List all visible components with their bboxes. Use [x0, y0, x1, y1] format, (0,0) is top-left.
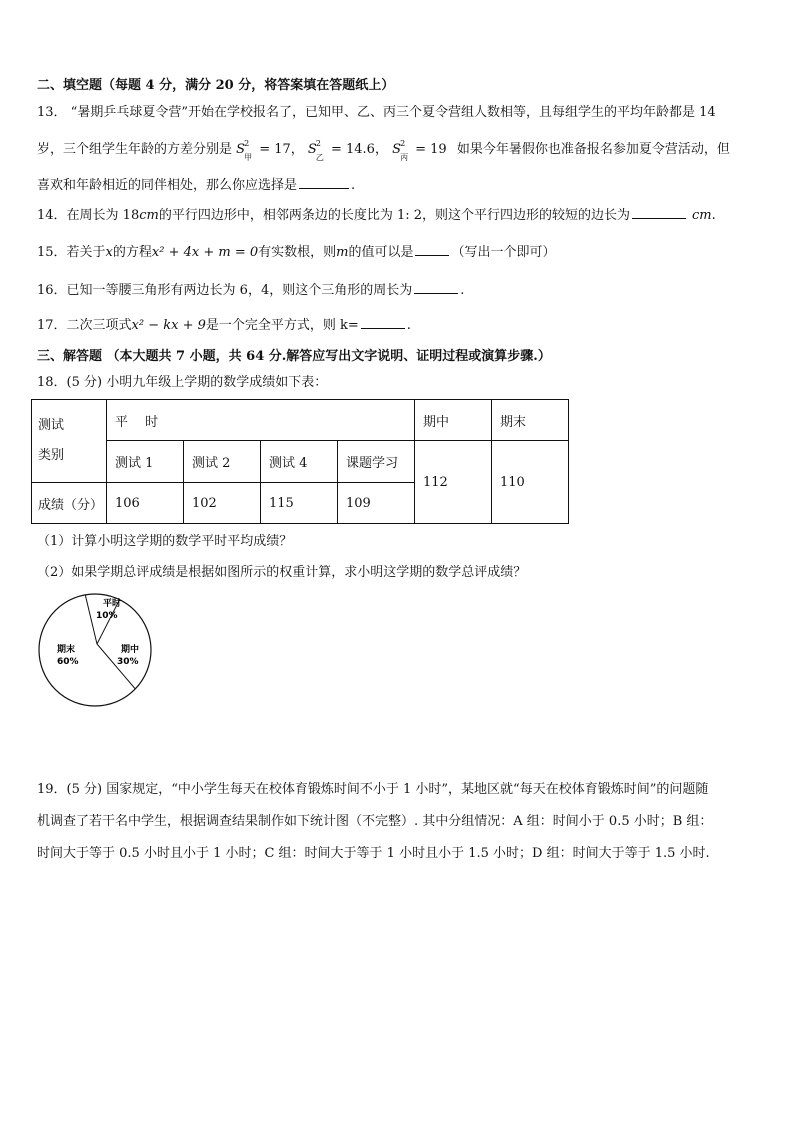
variance-yi: S 2 乙	[307, 139, 324, 162]
question-13-line-1: 13． “暑期乒乓球夏令营”开始在学校报名了，已知甲、乙、丙三个夏令营组人数相等，且每组学生的平均年龄都是 14	[37, 105, 716, 120]
question-17: 17．二次三项式x² − kx + 9是一个完全平方式，则 k= .	[37, 318, 411, 333]
slice-label-pingshi: 平时	[103, 599, 122, 609]
final-score-cell: 110	[492, 441, 569, 524]
variance-bing-value: = 19	[415, 142, 447, 157]
score-cell: 102	[184, 483, 261, 524]
score-cell: 109	[338, 483, 415, 524]
q13-text: 岁，三个组学生年龄的方差分别是	[37, 142, 233, 157]
question-19-line-2: 机调查了若干名中学生，根据调查结果制作如下统计图（不完整）. 其中分组情况：A 组：时间小于 0.5 小时；B 组：	[37, 814, 713, 829]
score-table	[31, 399, 569, 524]
question-15: 15．若关于x的方程x² + 4x + m = 0有实数根，则m的值可以是 （写出一个即可）	[37, 245, 556, 260]
section-2-heading: 二、填空题（每题 4 分，满分 20 分，将答案填在答题纸上）	[37, 78, 395, 93]
equation-15: x² + 4x + m = 0	[151, 245, 259, 260]
answer-blank-13[interactable]	[299, 176, 349, 189]
score-label-cell: 成绩（分）	[32, 483, 107, 524]
score-cell: 115	[261, 483, 338, 524]
variance-bing: S 2 丙	[392, 139, 409, 162]
section-3-heading: 三、解答题 （本大题共 7 小题，共 64 分.解答应写出文字说明、证明过程或演算步骤.）	[37, 349, 551, 364]
weight-pie-chart	[37, 590, 157, 714]
question-18-part-1: （1）计算小明这学期的数学平时平均成绩？	[37, 534, 293, 549]
variance-yi-value: = 14.6	[330, 142, 375, 157]
answer-blank-15[interactable]	[415, 243, 449, 256]
answer-blank-17[interactable]	[361, 316, 405, 329]
question-13-line-2: 岁，三个组学生年龄的方差分别是 S 2 甲 = 17， S 2 乙 = 14.6， S 2 丙 = 19 如果今年暑假你也准备报名参加夏令营活动，但	[37, 139, 730, 162]
sub-header-cell: 测试 4	[261, 441, 338, 483]
answer-blank-14[interactable]	[632, 206, 686, 219]
final-header-cell: 期末	[492, 400, 569, 441]
question-18-part-2: （2）如果学期总评成绩是根据如图所示的权重计算，求小明这学期的数学总评成绩？	[37, 565, 527, 580]
q13-text-post: 如果今年暑假你也准备报名参加夏令营活动，但	[456, 142, 730, 157]
expression-17: x² − kx + 9	[131, 318, 206, 333]
slice-percent-qizhong: 30%	[117, 657, 139, 667]
sub-header-cell: 测试 2	[184, 441, 261, 483]
question-14: 14．在周长为 18cm的平行四边形中，相邻两条边的长度比为 1: 2，则这个平行四边形的较短的边长为 cm.	[37, 208, 716, 223]
slice-label-qizhong: 期中	[121, 645, 140, 655]
slice-label-qimo: 期末	[57, 645, 76, 655]
variance-jia: S 2 甲	[236, 139, 253, 162]
question-16: 16．已知一等腰三角形有两边长为 6，4，则这个三角形的周长为 .	[37, 283, 465, 298]
pie-svg	[37, 590, 157, 710]
sub-header-cell: 测试 1	[107, 441, 184, 483]
question-19-line-3: 时间大于等于 0.5 小时且小于 1 小时；C 组：时间大于等于 1 小时且小于 1.5 小时；D 组：时间大于等于 1.5 小时.	[37, 846, 710, 861]
slice-percent-qimo: 60%	[57, 657, 79, 667]
answer-blank-16[interactable]	[414, 281, 458, 294]
slice-percent-pingshi: 10%	[96, 611, 118, 621]
score-cell: 106	[107, 483, 184, 524]
midterm-header-cell: 期中	[415, 400, 492, 441]
variance-jia-value: = 17	[259, 142, 291, 157]
question-19-line-1: 19．(5 分) 国家规定，“中小学生每天在校体育锻炼时间不小于 1 小时”，某地区就“每天在校体育锻炼时间”的问题随	[37, 782, 709, 797]
group-header-cell: 平 时	[107, 400, 415, 441]
question-18-intro: 18．(5 分) 小明九年级上学期的数学成绩如下表：	[37, 375, 328, 390]
midterm-score-cell: 112	[415, 441, 492, 524]
question-13-line-3: 喜欢和年龄相近的同伴相处，那么你应选择是 .	[37, 178, 356, 193]
row-header-cell: 测试 类别	[32, 400, 107, 483]
sub-header-cell: 课题学习	[338, 441, 415, 483]
